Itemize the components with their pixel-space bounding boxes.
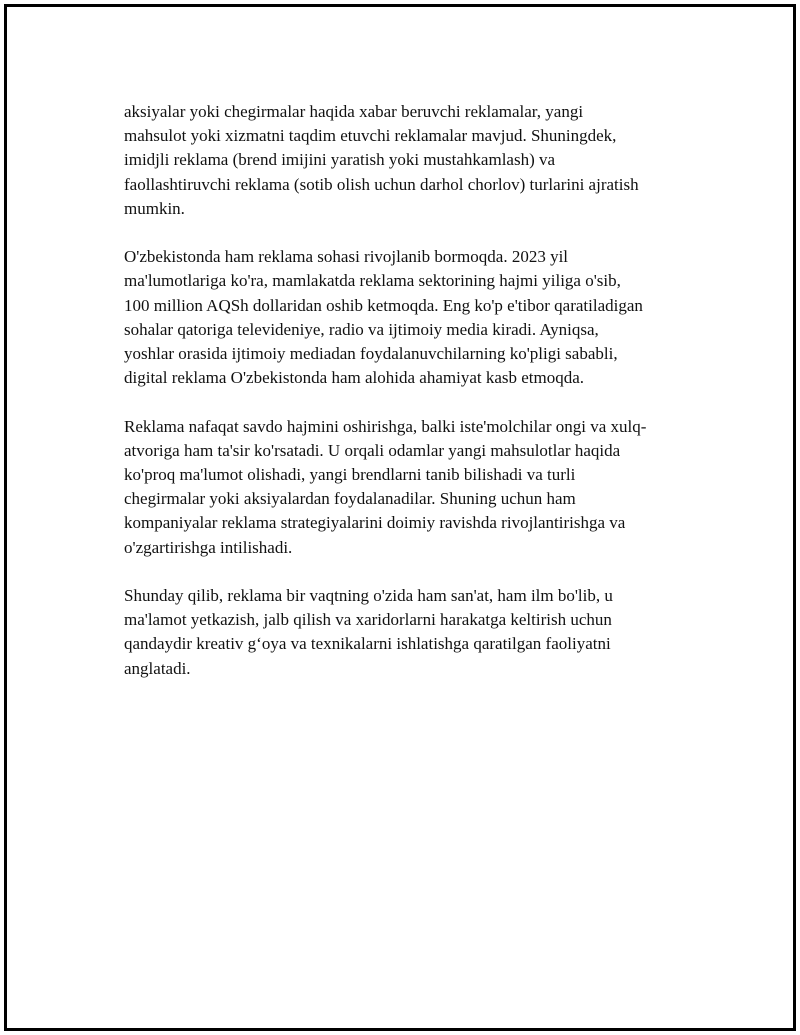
paragraph-conclusion: Shunday qilib, reklama bir vaqtning o'zida ham san'at, ham ilm bo'lib, u ma'lamot yetkazish, jalb qilish va xaridorlarni harakatga keltirish uchun qandaydir kreativ g‘oya va texnikalarni ishlatishga qaratilgan faoliyatni anglatadi. xyxy=(124,586,613,678)
paragraph-consumer-impact: Reklama nafaqat savdo hajmini oshirishga, balki iste'molchilar ongi va xulq- atvoriga ham ta'sir ko'rsatadi. U orqali odamlar yangi mahsulotlar haqida ko'proq ma'lumot olishadi, yangi brendlarni tanib bilishadi va turli chegirmalar yoki aksiyalardan foydalanadilar. Shuning uchun ham kompaniyalar reklama strategiyalarini doimiy ravishda rivojlantirishga va o'zgartirishga intilishadi. xyxy=(124,416,647,557)
document-body xyxy=(124,100,699,705)
paragraph-uzbekistan-market: O'zbekistonda ham reklama sohasi rivojlanib bormoqda. 2023 yil ma'lumotlariga ko'ra, mamlakatda reklama sektorining hajmi yiliga o'sib, 100 million AQSh dollaridan oshib ketmoqda. Eng ko'p e'tibor qaratiladigan sohalar qatoriga televideniye, radio va ijtimoiy media kiradi. Ayniqsa, yoshlar orasida ijtimoiy mediadan foydalanuvchilarning ko'pligi sababli, digital reklama O'zbekistonda ham alohida ahamiyat kasb etmoqda. xyxy=(124,247,643,388)
page-frame xyxy=(4,4,796,1031)
paragraph-ad-types: aksiyalar yoki chegirmalar haqida xabar beruvchi reklamalar, yangi mahsulot yoki xizmatni taqdim etuvchi reklamalar mavjud. Shuningdek, imidjli reklama (brend imijini yaratish yoki mustahkamlash) va faollashtiruvchi reklama (sotib olish uchun darhol chorlov) turlarini ajratish mumkin. xyxy=(124,102,639,218)
